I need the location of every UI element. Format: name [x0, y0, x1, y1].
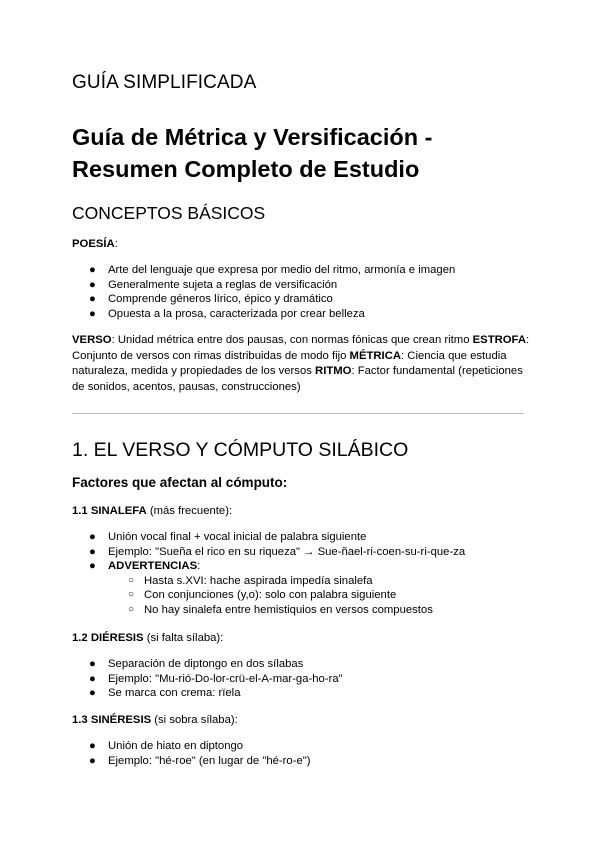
- sineresis-term: 1.3 SINÉRESIS: [72, 714, 152, 726]
- sinalefa-note: (más frecuente):: [146, 505, 233, 517]
- list-item: [72, 686, 542, 701]
- list-item-text: Unión de hiato en diptongo: [108, 740, 244, 752]
- bullet-icon: ●: [89, 740, 96, 752]
- list-item-text: Arte del lenguaje que expresa por medio del ritmo, armonía e imagen: [108, 264, 456, 276]
- list-item: [72, 657, 542, 672]
- bullet-icon: ●: [89, 560, 96, 572]
- hollow-bullet-icon: ○: [128, 603, 135, 615]
- colon: :: [114, 238, 118, 250]
- bullet-icon: ●: [89, 278, 96, 291]
- advertencias-label: ADVERTENCIAS: [108, 560, 198, 572]
- bullet-icon: ●: [89, 293, 96, 305]
- poesia-term: POESÍA: [72, 238, 115, 250]
- verso-term: VERSO: [72, 334, 112, 346]
- list-item: [72, 672, 542, 687]
- bullet-icon: ●: [89, 307, 96, 320]
- metrica-term: MÉTRICA: [349, 349, 402, 362]
- dieresis-list: [72, 657, 542, 701]
- subheading-factores: Factores que afectan al cómputo:: [72, 475, 288, 490]
- list-item: [72, 307, 542, 322]
- dieresis-heading: [72, 631, 532, 647]
- section-heading-verso: 1. EL VERSO Y CÓMPUTO SILÁBICO: [72, 439, 409, 461]
- list-item-text: Opuesta a la prosa, caracterizada por crear belleza: [108, 307, 365, 320]
- document-title: Guía de Métrica y Versificación - Resumen Completo de Estudio: [72, 124, 433, 182]
- estrofa-term: ESTROFA: [472, 334, 526, 346]
- bullet-icon: ●: [89, 687, 96, 699]
- hollow-bullet-icon: ○: [128, 574, 135, 586]
- list-item-text: Se marca con crema: rïela: [108, 687, 241, 699]
- sinalefa-heading: [72, 504, 532, 520]
- list-item: [72, 739, 542, 754]
- bullet-icon: ●: [89, 264, 96, 276]
- section-heading-conceptos: CONCEPTOS BÁSICOS: [72, 203, 266, 223]
- list-item-text: Comprende géneros lírico, épico y dramático: [108, 293, 333, 305]
- poesia-label-line: [72, 237, 532, 253]
- sineresis-heading: [72, 713, 532, 729]
- estrofa-definition: : Conjunto de versos con rimas distribuidas de modo fijo: [72, 334, 530, 362]
- list-item-text: Con conjunciones (y,o): solo con palabra siguiente: [144, 589, 397, 601]
- horizontal-divider: [72, 413, 524, 414]
- metrica-definition: : Ciencia que estudia naturaleza, medida y propiedades de los versos: [72, 349, 507, 377]
- sub-list-item: [72, 574, 542, 589]
- list-item: [72, 278, 542, 293]
- document-label: GUÍA SIMPLIFICADA: [72, 72, 257, 93]
- ritmo-term: RITMO: [315, 365, 352, 377]
- list-item-text: Ejemplo: "Sueña el rico en su riqueza" → Sue-ñael-ri-coen-su-ri-que-za: [108, 545, 466, 558]
- ritmo-definition: : Factor fundamental (repeticiones de sonidos, acentos, pausas, construcciones): [72, 365, 523, 393]
- colon: :: [197, 560, 201, 572]
- bullet-icon: ●: [89, 672, 96, 685]
- bullet-icon: ●: [89, 754, 96, 767]
- poesia-list: [72, 263, 542, 321]
- list-item: [72, 292, 542, 307]
- list-item-text: No hay sinalefa entre hemistiquios en versos compuestos: [144, 603, 433, 616]
- sineresis-note: (si sobra sílaba):: [151, 714, 238, 726]
- list-item-text: Hasta s.XVI: hache aspirada impedía sinalefa: [144, 574, 373, 587]
- list-item: [72, 545, 542, 560]
- hollow-bullet-icon: ○: [128, 589, 135, 600]
- definitions-paragraph: [72, 333, 532, 395]
- list-item-text: Generalmente sujeta a reglas de versificación: [108, 278, 338, 291]
- bullet-icon: ●: [89, 658, 96, 670]
- dieresis-term: 1.2 DIÉRESIS: [72, 632, 144, 644]
- list-item-text: Ejemplo: "hé-roe" (en lugar de "hé-ro-e"): [108, 754, 311, 767]
- list-item-text: Unión vocal final + vocal inicial de palabra siguiente: [108, 531, 367, 543]
- sinalefa-list: [72, 530, 542, 617]
- bullet-icon: ●: [89, 545, 96, 558]
- list-item-text: Separación de diptongo en dos sílabas: [108, 658, 304, 670]
- sub-list-item: [72, 603, 542, 618]
- dieresis-note: (si falta sílaba):: [143, 632, 224, 644]
- verso-definition: : Unidad métrica entre dos pausas, con normas fónicas que crean ritmo: [111, 334, 473, 346]
- list-item: [72, 530, 542, 545]
- list-item: [72, 263, 542, 278]
- bullet-icon: ●: [89, 531, 96, 543]
- sinalefa-term: 1.1 SINALEFA: [72, 505, 147, 517]
- sub-list-item: [72, 588, 542, 603]
- list-item: [72, 559, 542, 574]
- list-item-text: Ejemplo: "Mu-rió-Do-lor-crü-el-A-mar-ga-ho-ra": [108, 672, 343, 685]
- sineresis-list: [72, 739, 542, 768]
- list-item: [72, 754, 542, 769]
